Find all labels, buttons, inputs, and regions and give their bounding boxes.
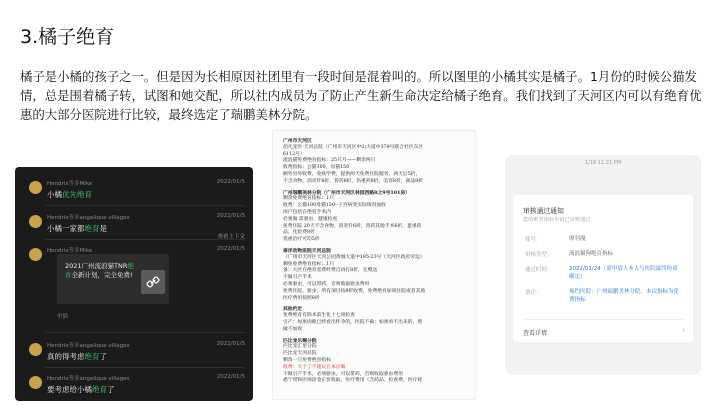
- avatar: [29, 181, 42, 194]
- document-line: 引产：如果肉眼已经看出怀孕的，医院不做；如果看不出来的，照: [283, 320, 423, 325]
- avatar: [29, 376, 42, 389]
- status-time: 1/18 11:21 PM: [584, 160, 622, 166]
- document-line: 收费指标：公猫100，母猫150: [283, 165, 350, 171]
- document-line: 必须做 需驱虫，健康检查: [283, 216, 338, 222]
- document-line: 品，化验费8折: [283, 230, 315, 236]
- hospital-list-document: [272, 130, 476, 400]
- document-line: 免费住院 20天不含食物，消炎针6折，普药其他手术6折，蛋重药: [283, 223, 422, 229]
- document-line: 不含食物，消炎针6折，普药6折，伤重药8折，美容8折，商品9折: [283, 178, 423, 184]
- document-line: 备：大区在绝育恶费经费自再打8折，无赠送: [283, 268, 378, 274]
- review-type-label: 审核类型：: [525, 252, 553, 258]
- section-heading: 3.橘子绝育: [20, 26, 115, 48]
- document-line: 岗户包括在绝育手术内: [283, 210, 331, 215]
- document-line: 泰洋动物医院天河总院: [283, 248, 331, 254]
- document-line: 佰凡宠医·天河总院（广州市天河区中山大道中379号联合社区东区: [283, 144, 424, 150]
- document-line: 悉宁带和医师涂金正价收取，医疗费用（含药品，检查费，医疗耗: [283, 378, 423, 384]
- approval-title: 审核通过通知: [523, 207, 564, 215]
- divider: [45, 205, 245, 206]
- document-line: 免费住院，驱虫，所有项目按8折收费，免费绝育加项住院或者其他: [283, 288, 426, 294]
- review-type-value: 流浪猫狗绝育指标: [569, 251, 614, 257]
- message-date: 2022/01/5: [216, 341, 245, 347]
- message-text: 要考虑给小橘绝育了: [47, 385, 115, 394]
- document-line: 剩余免费绝育指标：1只: [283, 196, 335, 202]
- document-line: 额外另外收费，免疫学费，提供两天免费住院服务，两天后5折，: [283, 172, 421, 177]
- document-line: 优惠治疗可均5折: [283, 237, 320, 243]
- chat-screenshot: [15, 167, 253, 401]
- approval-time-label: 通过时间：: [525, 267, 553, 273]
- view-details-link[interactable]: 查看详情: [523, 330, 548, 337]
- avatar: [29, 343, 42, 356]
- link-icon: [146, 275, 160, 289]
- message-date: 2022/01/5: [216, 179, 245, 185]
- document-line: 收费：大于了不建议在本店做: [283, 364, 346, 370]
- document-line: 必须驱虫，可以带药，否则收取驱虫费用: [283, 282, 370, 287]
- message-text: 小橘一家都绝育是: [47, 224, 107, 233]
- document-line: 做不加收: [283, 326, 303, 332]
- avatar: [29, 248, 42, 261]
- body-paragraph: 橘子是小橘的孩子之一。但是因为长相原因社团里有一段时间是混着叫的。所以图里的小橘其实是橘子。1月份的时候公猫发情，总是围着橘子转，试图和她交配，所以社内成员为了防止产生新生命决定给橘子绝育。我们找到了天河区内可以有绝育优惠的大部分医院进行比较，最终选定了瑞鹏美林分院。: [20, 69, 702, 122]
- document-line: 免费绝育有除术前生化十七项检查: [283, 313, 355, 319]
- message-meta: Hendrix等多angelique villages: [47, 343, 130, 349]
- message-text: 小橘优先绝育: [47, 190, 92, 199]
- message-date: 2022/01/5: [216, 374, 245, 380]
- document-line: 匹比宠乐赐分院: [283, 337, 317, 344]
- document-line: 收费：公猫100母猫150--子宫病变实际情况加收: [283, 203, 387, 209]
- shared-link-card[interactable]: [57, 254, 169, 304]
- message-date: 2022/01/5: [216, 246, 245, 252]
- view-context-link[interactable]: 查看上下文: [217, 234, 245, 240]
- message-text: 真的得考虑绝育了: [47, 352, 107, 361]
- message-meta: Hendrix等多Mike: [47, 181, 93, 187]
- divider: [45, 332, 245, 333]
- document-line: 医疗费用按照8折: [283, 295, 320, 301]
- remark-label: 备注：: [525, 290, 542, 296]
- message-date: 2022/01/5: [216, 213, 245, 219]
- account-value: 廖羽漫: [569, 236, 586, 242]
- approval-notice-screenshot: [505, 155, 701, 375]
- document-line: （广州市天河区天河公园黄城大道中195-23号（天河区政府旁边）: [283, 254, 425, 260]
- document-line: 不做引产手术，必须驱虫，可以带药，否则收取驱虫费用: [283, 371, 403, 377]
- document-line: 广州瑞鹏美林分院（广州市天河区林园西路8之9号101房）: [283, 189, 411, 196]
- message-meta: Hendrix等多angelique villages: [47, 215, 130, 221]
- divider: [45, 239, 245, 240]
- document-line: 其他约定: [283, 306, 303, 313]
- document-line: 匹比宠天河总院: [283, 351, 317, 357]
- document-line: 6112号）: [283, 151, 305, 157]
- approval-subtitle: 您的绝育指标申请已审核通过: [523, 217, 591, 223]
- divider: [523, 319, 683, 320]
- divider: [45, 367, 245, 368]
- avatar: [29, 215, 42, 228]
- document-line: 流浪猫免费绝育指标：25只月——剩余两只: [283, 158, 376, 164]
- remark-value: 预约医院：广州瑞鹏美林分院。本次指标为免费指标: [569, 289, 680, 303]
- chevron-right-icon[interactable]: ›: [682, 326, 685, 334]
- message-meta: Hendrix等多angelique villages: [47, 376, 130, 382]
- approval-card: [513, 195, 693, 342]
- document-line: 广州市天河区: [283, 138, 312, 144]
- card-title: 2021广州流浪猫TNR绝育全新计划，完全免费!: [65, 262, 134, 279]
- document-line: 剩余一只免费绝育指标: [283, 358, 331, 363]
- link-thumbnail: [141, 270, 165, 294]
- document-line: 不做引产手术: [283, 275, 312, 281]
- card-source: 里猫: [57, 314, 69, 320]
- document-line: 剩免免费绝育指标：1只: [283, 261, 335, 267]
- approval-time-value: 2022/01/24（需申请人本人与医院最终协商确定）: [569, 266, 678, 280]
- message-meta: Hendrix等多Mike: [47, 248, 93, 254]
- document-line: 匹比宠汇里分院: [283, 344, 317, 350]
- account-label: 账号：: [525, 237, 542, 243]
